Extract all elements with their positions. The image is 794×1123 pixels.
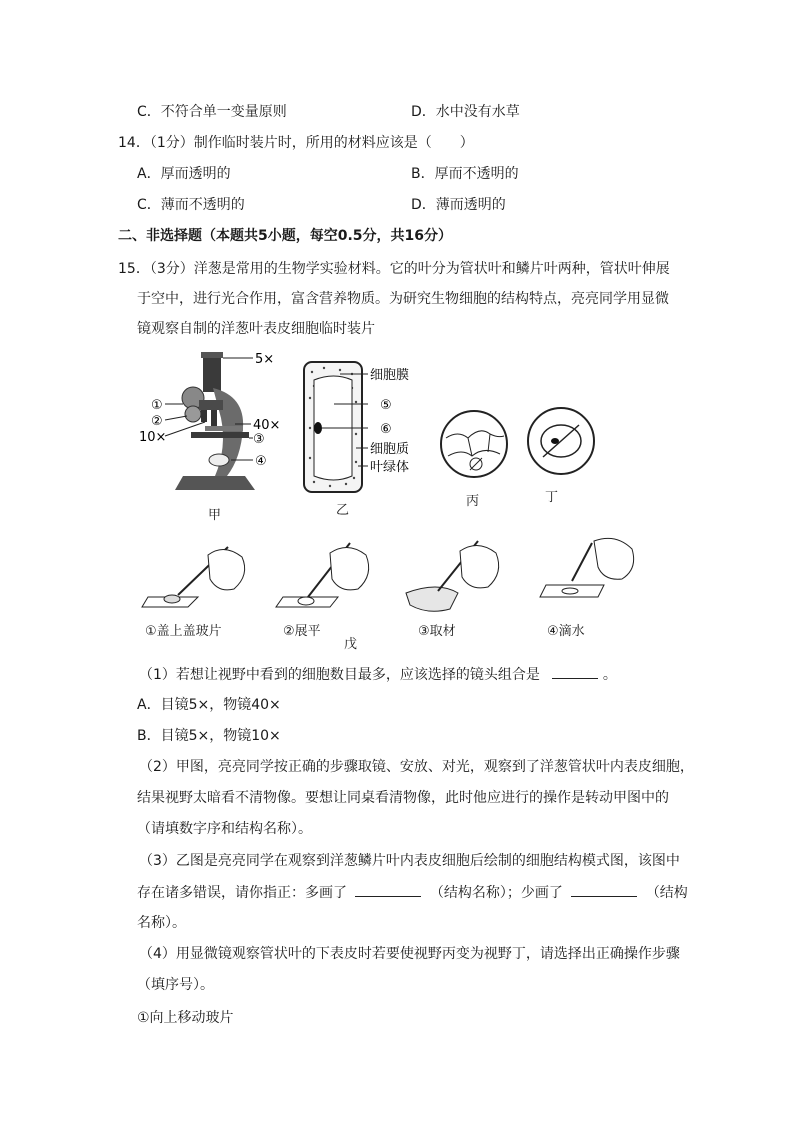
cytoplasm-label: 细胞质: [370, 442, 410, 457]
q15-part3-line1: （3）乙图是亮亮同学在观察到洋葱鳞片叶内表皮细胞后绘制的细胞结构模式图，该图中: [139, 853, 680, 869]
objective-40-label: 40×: [253, 418, 281, 433]
q14-option-a: A．厚而透明的: [137, 166, 231, 182]
q15-stem-line2: 于空中，进行光合作用，富含营养物质。为研究生物细胞的结构特点，亮亮同学用显微: [137, 291, 669, 307]
scope-label-4: ④: [255, 454, 267, 469]
q14-option-d: D．薄而透明的: [411, 197, 506, 213]
q15-part1-option-a: A．目镜5×，物镜40×: [137, 697, 281, 713]
eyepiece-label: 5×: [255, 352, 275, 367]
scope-label-1: ①: [151, 398, 163, 413]
q15-part2-line3: （请填数字序和结构名称）。: [137, 821, 312, 837]
q14-stem: 14．（1分）制作临时装片时，所用的材料应该是（ ）: [118, 135, 474, 151]
microscope-figure: [135, 348, 300, 498]
q15-part2-line2: 结果视野太暗看不清物像。要想让同桌看清物像，此时他应进行的操作是转动甲图中的: [137, 790, 669, 806]
q15-part4-option-1: ①向上移动玻片: [137, 1010, 234, 1026]
step-label-1: ①盖上盖玻片: [145, 624, 222, 639]
figure-label-jia: 甲: [208, 508, 222, 523]
step-label-4: ④滴水: [547, 624, 585, 639]
step-label-3: ③取材: [418, 624, 456, 639]
q15-part3-line3: 名称）。: [137, 915, 186, 931]
section-heading: 二、非选择题（本题共5小题，每空0.5分，共16分）: [118, 228, 453, 244]
q15-part1-option-b: B．目镜5×，物镜10×: [137, 728, 281, 744]
objective-10-label: 10×: [139, 430, 167, 445]
cell-label-6: ⑥: [380, 422, 392, 437]
q14-option-c: C．薄而不透明的: [137, 197, 245, 213]
figure-label-wu: 戊: [344, 637, 358, 652]
chloroplast-label: 叶绿体: [370, 460, 410, 475]
q15-part3-line2: 存在诸多错误，请你指正：多画了 （结构名称）；少画了 （结构: [137, 882, 688, 903]
figure-label-bing: 丙: [466, 494, 480, 509]
figure-label-yi: 乙: [336, 503, 350, 518]
q15-part2-line1: （2）甲图，亮亮同学按正确的步骤取镜、安放、对光，观察到了洋葱管状叶内表皮细胞，: [139, 759, 694, 775]
figure-label-ding: 丁: [545, 490, 559, 505]
view-field-ding: [525, 405, 597, 477]
q13-option-c: C．不符合单一变量原则: [137, 104, 287, 120]
q15-part4-line2: （填序号）。: [137, 977, 214, 993]
q14-option-b: B．厚而不透明的: [411, 166, 519, 182]
scope-label-3: ③: [253, 432, 265, 447]
cell-label-5: ⑤: [380, 398, 392, 413]
cell-membrane-label: 细胞膜: [370, 368, 410, 383]
q15-part4-line1: （4）用显微镜观察管状叶的下表皮时若要使视野丙变为视野丁，请选择出正确操作步骤: [139, 946, 680, 962]
view-field-bing: [438, 408, 510, 480]
q13-option-d: D．水中没有水草: [411, 104, 520, 120]
procedure-steps-figure: [138, 535, 658, 625]
q15-part1: （1）若想让视野中看到的细胞数目最多，应该选择的镜头组合是 。: [139, 664, 617, 685]
q15-stem-line3: 镜观察自制的洋葱叶表皮细胞临时装片: [137, 321, 375, 337]
q15-stem-line1: 15．（3分）洋葱是常用的生物学实验材料。它的叶分为管状叶和鳞片叶两种，管状叶伸展: [118, 261, 670, 277]
scope-label-2: ②: [151, 414, 163, 429]
cell-diagram: [300, 358, 440, 498]
step-label-2: ②展平: [283, 624, 321, 639]
